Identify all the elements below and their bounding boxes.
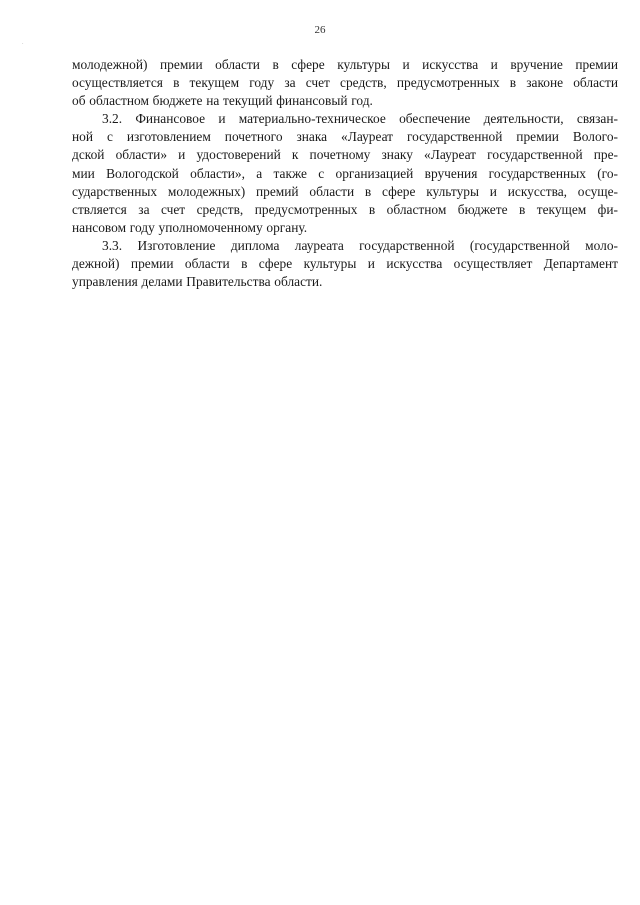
paragraph-3-2 <box>72 110 618 237</box>
text-line: об областном бюджете на текущий финансовый год. <box>72 93 373 109</box>
paragraph-3-3 <box>72 237 618 291</box>
scan-mark: . <box>22 40 24 46</box>
paragraph-continuation <box>72 56 618 110</box>
text-line: 3.2. Финансовое и материально-техническое обеспечение деятельности, связан- <box>102 111 618 127</box>
text-line: ной с изготовлением почетного знака «Лауреат государственной премии Волого- <box>72 129 618 145</box>
text-line: управления делами Правительства области. <box>72 274 323 290</box>
text-line: дежной) премии области в сфере культуры и искусства осуществляет Департамент <box>72 256 618 272</box>
text-line: нансовом году уполномоченному органу. <box>72 219 308 235</box>
text-line: дской области» и удостоверений к почетному знаку «Лауреат государственной пре- <box>72 147 618 163</box>
text-line: осуществляется в текущем году за счет средств, предусмотренных в законе области <box>72 75 618 91</box>
text-line: ствляется за счет средств, предусмотренных в областном бюджете в текущем фи- <box>72 201 618 217</box>
text-line: сударственных молодежных) премий области в сфере культуры и искусства, осуще- <box>72 183 618 199</box>
document-body <box>72 56 618 291</box>
text-line: 3.3. Изготовление диплома лауреата государственной (государственной моло- <box>102 237 618 253</box>
text-line: мии Вологодской области», а также с организацией вручения государственных (го- <box>72 165 618 181</box>
page-number: 26 <box>314 24 326 36</box>
text-line: молодежной) премии области в сфере культуры и искусства и вручение премии <box>72 57 618 72</box>
